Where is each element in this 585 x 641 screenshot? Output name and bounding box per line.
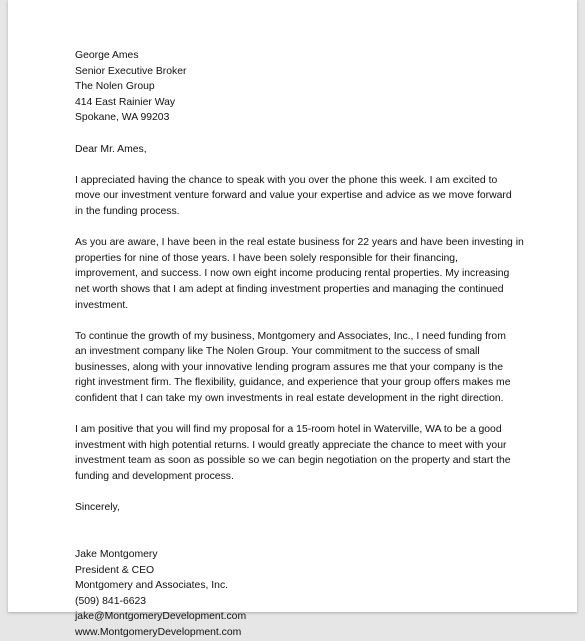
paragraph-line: move our investment venture forward and value your expertise and advice as we move forward <box>75 190 512 202</box>
recipient-city: Spokane, WA 99203 <box>75 112 170 124</box>
paragraph-2 <box>75 235 523 313</box>
sender-title: President & CEO <box>75 564 155 576</box>
sender-name: Jake Montgomery <box>75 549 158 560</box>
paragraph-line: right investment firm. The flexibility, guidance, and experience that your group offers makes me <box>75 377 511 389</box>
paragraph-line: As you are aware, I have been in the real estate business for 22 years and have been investing in <box>75 237 524 249</box>
recipient-title: Senior Executive Broker <box>75 65 187 77</box>
paragraph-3 <box>75 329 523 407</box>
paragraph-line: an investment company like The Nolen Group. Your commitment to the success of small <box>75 346 480 358</box>
paragraph-line: investment. <box>75 299 129 311</box>
paragraph-line: investment team as soon as possible so we can begin negotiation on the property and start the <box>75 455 511 467</box>
paragraph-line: I am positive that you will find my proposal for a 15-room hotel in Waterville, WA to be a good <box>75 424 502 436</box>
paragraph-line: To continue the growth of my business, Montgomery and Associates, Inc., I need funding from <box>75 330 506 342</box>
sender-company: Montgomery and Associates, Inc. <box>75 580 229 592</box>
paragraph-line: improvement, and success. I now own eight income producing rental properties. My increasing <box>75 268 510 280</box>
sender-phone: (509) 841-6623 <box>75 595 147 607</box>
paragraph-line: I appreciated having the chance to speak with you over the phone this week. I am excited to <box>75 174 498 186</box>
closing: Sincerely, <box>75 502 120 514</box>
paragraph-line: businesses, along with your innovative lending program assures me that your company is the <box>75 361 503 373</box>
sender-website: www.MontgomeryDevelopment.com <box>75 626 242 638</box>
sender-email: jake@MontgomeryDevelopment.com <box>75 611 247 623</box>
paragraph-1 <box>75 173 523 220</box>
paragraph-line: properties for nine of those years. I have been solely responsible for their financing, <box>75 252 458 264</box>
recipient-street: 414 East Rainier Way <box>75 96 176 108</box>
paragraph-line: in the funding process. <box>75 205 180 217</box>
recipient-address <box>75 48 523 126</box>
recipient-name: George Ames <box>75 50 139 61</box>
paragraph-line: funding and development process. <box>75 471 234 483</box>
sender-signature-block <box>75 547 523 641</box>
paragraph-4 <box>75 422 523 484</box>
paragraph-line: investment with high potential returns. I would greatly appreciate the chance to meet with your <box>75 439 507 451</box>
paragraph-line: net worth shows that I am adept at finding investment properties and managing the continued <box>75 283 504 295</box>
letter-body <box>75 48 523 641</box>
recipient-company: The Nolen Group <box>75 81 155 93</box>
salutation: Dear Mr. Ames, <box>75 143 147 155</box>
paragraph-line: confident that I can take my own investments in real estate development in the right direction. <box>75 393 504 405</box>
letter-page <box>8 0 577 638</box>
